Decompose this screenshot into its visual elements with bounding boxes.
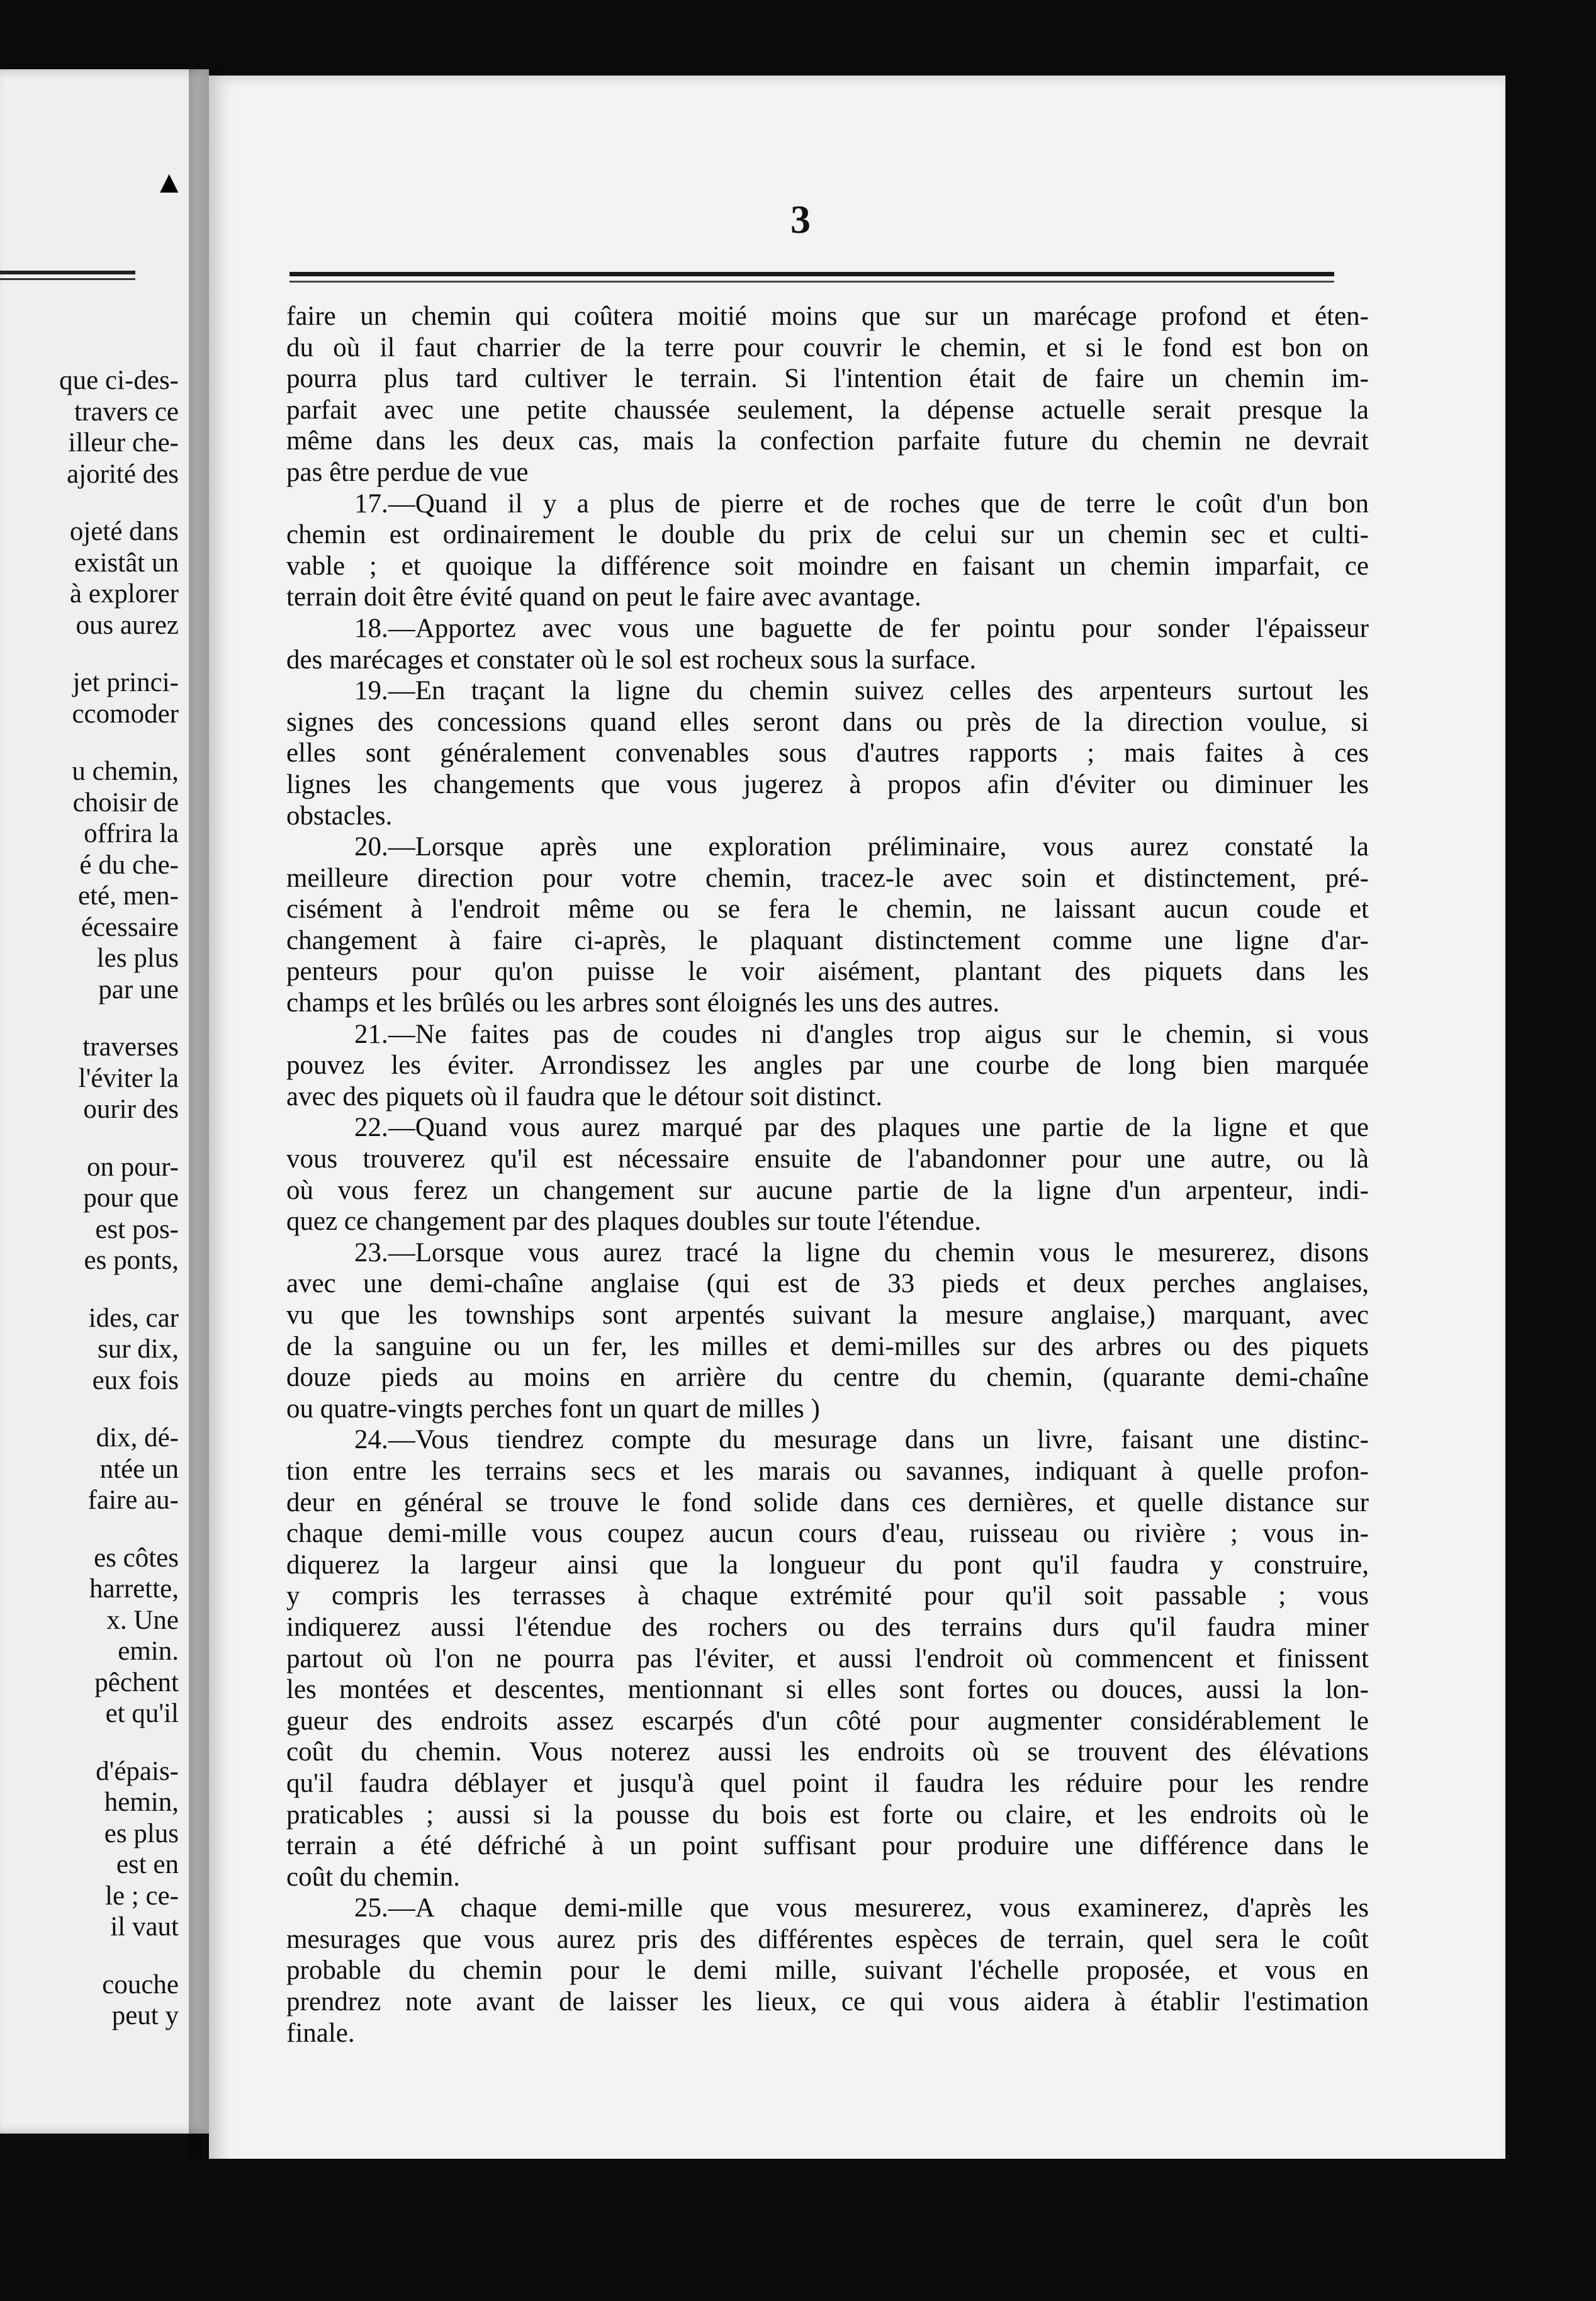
previous-page-line: et qu'il <box>105 1699 179 1728</box>
previous-page-line: eté, men- <box>78 881 179 911</box>
previous-page-line: pêchent <box>94 1667 179 1697</box>
text-line: chaque demi-mille vous coupez aucun cours d'eau, ruisseau ou rivière ; vous in- <box>286 1519 1369 1549</box>
previous-page-line: ntée un <box>99 1454 179 1484</box>
previous-page-gap <box>3 490 179 516</box>
previous-page-line: es côtes <box>94 1543 179 1573</box>
previous-page-line: écessaire <box>81 912 179 942</box>
previous-page-gap <box>3 1943 179 1969</box>
page-mark: ▲ <box>154 164 185 200</box>
text-line: ou quatre-vingts perches font un quart de milles ) <box>286 1393 820 1424</box>
previous-page-line: couche <box>102 1969 179 2000</box>
text-line: de la sanguine ou un fer, les milles et demi-milles sur des arbres ou des piquets <box>286 1331 1369 1361</box>
text-line: coût du chemin. <box>286 1862 460 1892</box>
text-line: deur en général se trouve le fond solide dans ces dernières, et quelle distance sur <box>286 1487 1369 1517</box>
text-line: diquerez la largeur ainsi que la longueur du pont qu'il faudra y construire, <box>286 1550 1369 1580</box>
text-line: avec une demi-chaîne anglaise (qui est de 33 pieds et deux perches anglaises, <box>286 1269 1369 1299</box>
previous-page-gap <box>3 1516 179 1543</box>
previous-page-line: à explorer <box>69 579 179 609</box>
previous-page-line: par une <box>98 974 179 1004</box>
text-line: penteurs pour qu'on puisse le voir aisément, plantant des piquets dans les <box>286 957 1369 987</box>
text-line: douze pieds au moins en arrière du centre du chemin, (quarante demi-chaîne <box>286 1363 1369 1393</box>
text-line: les montées et descentes, mentionnant si elles sont fortes ou douces, aussi la lon- <box>286 1675 1369 1705</box>
text-line: terrain a été défriché à un point suffisant pour produire une différence dans le <box>286 1831 1369 1861</box>
previous-page-line: illeur che- <box>68 428 179 458</box>
text-line: gueur des endroits assez escarpés d'un côté pour augmenter considérablement le <box>286 1706 1369 1736</box>
text-line: où vous ferez un changement sur aucune partie de la ligne d'un arpenteur, indi- <box>286 1175 1369 1205</box>
previous-page-gap <box>3 641 179 667</box>
header-rule-left <box>0 271 135 274</box>
previous-page-line: eux fois <box>92 1365 179 1395</box>
previous-page-gap <box>3 1125 179 1152</box>
text-line: pas être perdue de vue <box>286 457 529 487</box>
previous-page-line: jet princi- <box>72 668 179 697</box>
text-line: parfait avec une petite chaussée seulement, la dépense actuelle serait presque la <box>286 395 1369 425</box>
previous-page-line: ccomoder <box>72 699 179 729</box>
text-line: coût du chemin. Vous noterez aussi les endroits où se trouvent des élévations <box>286 1737 1369 1767</box>
previous-page-fragment <box>0 69 209 2134</box>
text-line: faire un chemin qui coûtera moitié moins que sur un marécage profond et éten- <box>286 301 1369 331</box>
previous-page-gap <box>3 1730 179 1756</box>
page-body <box>286 301 1369 2049</box>
previous-page-line: u chemin, <box>72 757 179 786</box>
previous-page-line: d'épais- <box>96 1756 179 1786</box>
previous-page-line: est en <box>116 1850 179 1879</box>
text-line: 18.—Apportez avec vous une baguette de fer pointu pour sonder l'épaisseur <box>354 613 1369 643</box>
previous-page-line: hemin, <box>104 1787 179 1817</box>
previous-page-gap <box>3 729 179 756</box>
text-line: indiquerez aussi l'étendue des rochers ou des terrains durs qu'il faudra miner <box>286 1612 1369 1642</box>
previous-page-line: que ci-des- <box>59 366 179 395</box>
text-line: 22.—Quand vous aurez marqué par des plaques une partie de la ligne et que <box>354 1113 1369 1143</box>
text-line: mesurages que vous aurez pris des différentes espèces de terrain, quel sera le coût <box>286 1924 1369 1954</box>
text-line: lignes les changements que vous jugerez à propos afin d'éviter ou diminuer les <box>286 769 1369 799</box>
previous-page-line: dix, dé- <box>96 1423 179 1453</box>
text-line: elles sont généralement convenables sous d'autres rapports ; mais faites à ces <box>286 738 1369 768</box>
text-line: vous trouverez qu'il est nécessaire ensuite de l'abandonner pour une autre, ou là <box>286 1144 1369 1174</box>
previous-page-line: ourir des <box>83 1094 179 1124</box>
text-line: prendrez note avant de laisser les lieux, ce qui vous aidera à établir l'estimation <box>286 1987 1369 2017</box>
previous-page-line: es plus <box>104 1818 179 1848</box>
previous-page-gap <box>3 1005 179 1032</box>
text-line: 20.—Lorsque après une exploration préliminaire, vous aurez constaté la <box>354 832 1369 862</box>
text-line: quez ce changement par des plaques doubles sur toute l'étendue. <box>286 1207 981 1237</box>
scan-background <box>0 2159 1596 2301</box>
text-line: praticables ; aussi si la pousse du bois est forte ou claire, et les endroits où le <box>286 1799 1369 1830</box>
text-line: 17.—Quand il y a plus de pierre et de roches que de terre le coût d'un bon <box>354 488 1369 519</box>
text-line: terrain doit être évité quand on peut le faire avec avantage. <box>286 582 921 612</box>
text-line: cisément à l'endroit même ou se fera le chemin, ne laissant aucun coude et <box>286 894 1369 925</box>
previous-page-line: pour que <box>83 1183 179 1213</box>
text-line: des marécages et constater où le sol est rocheux sous la surface. <box>286 644 977 675</box>
previous-page-line: les plus <box>96 943 179 973</box>
text-line: du où il faut charrier de la terre pour couvrir le chemin, et si le fond est bon on <box>286 332 1369 363</box>
previous-page-line: existât un <box>74 548 179 578</box>
text-line: pouvez les éviter. Arrondissez les angles par une courbe de long bien marquée <box>286 1050 1369 1081</box>
previous-page-gap <box>3 1396 179 1422</box>
previous-page-line: travers ce <box>74 397 179 427</box>
text-line: vu que les townships sont arpentés suivant la mesure anglaise,) marquant, avec <box>286 1300 1369 1330</box>
text-line: 25.—A chaque demi-mille que vous mesurerez, vous examinerez, d'après les <box>354 1893 1369 1923</box>
previous-page-text <box>3 365 179 2032</box>
previous-page-line: emin. <box>118 1636 179 1666</box>
header-rule <box>289 272 1334 276</box>
previous-page-line: traverses <box>82 1032 179 1062</box>
previous-page-line: peut y <box>111 2001 179 2030</box>
previous-page-line: le ; ce- <box>105 1881 179 1911</box>
previous-page-line: choisir de <box>72 787 179 818</box>
previous-page-line: ajorité des <box>67 459 179 489</box>
text-line: tion entre les terrains secs et les marais ou savannes, indiquant à quelle profon- <box>286 1456 1369 1486</box>
previous-page-line: harrette, <box>89 1574 179 1604</box>
text-line: changement à faire ci-après, le plaquant distinctement comme une ligne d'ar- <box>286 925 1369 955</box>
previous-page-line: l'éviter la <box>78 1063 179 1093</box>
text-line: 23.—Lorsque vous aurez tracé la ligne du chemin vous le mesurerez, disons <box>354 1237 1369 1268</box>
text-line: finale. <box>286 2018 355 2048</box>
text-line: même dans les deux cas, mais la confection parfaite future du chemin ne devrait <box>286 426 1369 456</box>
text-line: obstacles. <box>286 801 393 831</box>
text-line: avec des piquets où il faudra que le détour soit distinct. <box>286 1081 882 1111</box>
text-line: 21.—Ne faites pas de coudes ni d'angles trop aigus sur le chemin, si vous <box>354 1019 1369 1049</box>
text-line: vable ; et quoique la différence soit moindre en faisant un chemin imparfait, ce <box>286 551 1369 581</box>
previous-page-line: est pos- <box>95 1214 179 1244</box>
previous-page-line: x. Une <box>106 1605 179 1635</box>
text-line: partout où l'on ne pourra pas l'éviter, et aussi l'endroit où commencent et finissent <box>286 1643 1369 1674</box>
previous-page-line: ojeté dans <box>69 517 179 546</box>
previous-page-line: on pour- <box>86 1152 179 1182</box>
previous-page-line: sur dix, <box>98 1334 179 1364</box>
text-line: signes des concessions quand elles seront dans ou près de la direction voulue, si <box>286 707 1369 737</box>
text-line: 19.—En traçant la ligne du chemin suivez celles des arpenteurs surtout les <box>354 676 1369 706</box>
text-line: meilleure direction pour votre chemin, tracez-le avec soin et distinctement, pré- <box>286 863 1369 893</box>
text-line: probable du chemin pour le demi mille, suivant l'échelle proposée, et vous en <box>286 1955 1369 1986</box>
previous-page-line: es ponts, <box>84 1246 179 1275</box>
text-line: y compris les terrasses à chaque extrémité pour qu'il soit passable ; vous <box>286 1581 1369 1611</box>
text-line: 24.—Vous tiendrez compte du mesurage dans un livre, faisant une distinc- <box>354 1425 1369 1455</box>
header-rule-thin <box>289 281 1334 283</box>
text-line: chemin est ordinairement le double du prix de celui sur un chemin sec et culti- <box>286 520 1369 550</box>
previous-page-line: faire au- <box>87 1485 179 1515</box>
text-line: pourra plus tard cultiver le terrain. Si l'intention était de faire un chemin im- <box>286 364 1369 394</box>
previous-page-line: ous aurez <box>76 610 179 640</box>
previous-page-line: offrira la <box>84 819 179 848</box>
previous-page-line: é du che- <box>79 850 179 880</box>
previous-page-gap <box>3 1276 179 1303</box>
text-line: champs et les brûlés ou les arbres sont éloignés les uns des autres. <box>286 988 1000 1018</box>
text-line: qu'il faudra déblayer et jusqu'à quel point il faudra les réduire pour les rendre <box>286 1768 1369 1798</box>
previous-page-line: il vaut <box>110 1912 179 1942</box>
previous-page-line: ides, car <box>88 1303 179 1333</box>
page-number: 3 <box>790 197 811 242</box>
